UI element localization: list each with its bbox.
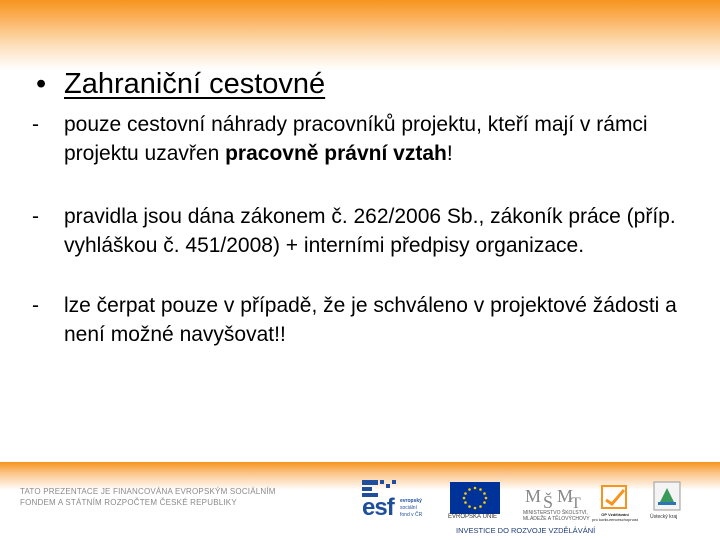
item-text: lze čerpat pouze v případě, že je schváleno v projektové žádosti a není možné navyšovat!! <box>64 294 677 346</box>
svg-text:T: T <box>571 495 581 510</box>
item-dash: - <box>32 294 39 317</box>
region-label: Ústecký kraj <box>650 514 678 520</box>
region-logo-icon <box>652 480 682 512</box>
eu-flag-icon <box>450 482 500 514</box>
bullet-list <box>32 110 692 349</box>
op-label-2: pro konkurenceschopnost <box>592 517 638 522</box>
funding-notice <box>20 486 276 508</box>
msmt-label-2: MLÁDEŽE A TĚLOVÝCHOVY <box>523 516 590 522</box>
op-label <box>585 512 645 522</box>
item-bold-text: pracovně právní vztah <box>225 142 447 165</box>
item-dash: - <box>32 113 39 136</box>
logo-strip <box>360 478 710 538</box>
title-text: Zahraniční cestovné <box>64 68 326 100</box>
op-logo-icon <box>596 482 632 512</box>
svg-text:Š: Š <box>543 492 554 510</box>
msmt-label-1: MINISTERSTVO ŠKOLSTVÍ, <box>523 510 588 516</box>
op-label-1: OP Vzdělávání <box>601 512 629 517</box>
list-item <box>32 110 692 168</box>
investice-tagline: INVESTICE DO ROZVOJE VZDĚLÁVÁNÍ <box>456 526 596 535</box>
item-text: pouze cestovní náhrady pracovníků projektu, kteří mají v rámci projektu uzavřen <box>64 113 648 165</box>
msmt-monogram-icon <box>523 482 583 510</box>
item-dash: - <box>32 205 39 228</box>
esf-sub-3: fond v ČR <box>400 512 423 518</box>
eu-label: EVROPSKÁ UNIE <box>448 514 498 520</box>
item-text: pravidla jsou dána zákonem č. 262/2006 Sb., zákoník práce (příp. vyhláškou č. 451/2008) + interními předpisy organizace. <box>64 205 676 257</box>
esf-sub-2: sociální <box>400 505 417 511</box>
esf-logo <box>362 480 444 524</box>
list-item <box>32 291 692 349</box>
esf-sub-1: evropský <box>400 498 422 504</box>
svg-text:M: M <box>557 486 574 506</box>
title-bullet: • <box>36 68 47 100</box>
funding-line-2: FONDEM A STÁTNÍM ROZPOČTEM ČESKÉ REPUBLIKY <box>20 498 237 507</box>
funding-line-1: TATO PREZENTACE JE FINANCOVÁNA EVROPSKÝM SOCIÁLNÍM <box>20 487 276 496</box>
esf-wordmark: esf <box>362 494 394 521</box>
svg-text:M: M <box>525 486 542 506</box>
list-item <box>32 202 692 260</box>
item-text-end: ! <box>446 142 453 165</box>
header-gradient-band <box>0 0 720 70</box>
slide-title <box>36 66 325 102</box>
